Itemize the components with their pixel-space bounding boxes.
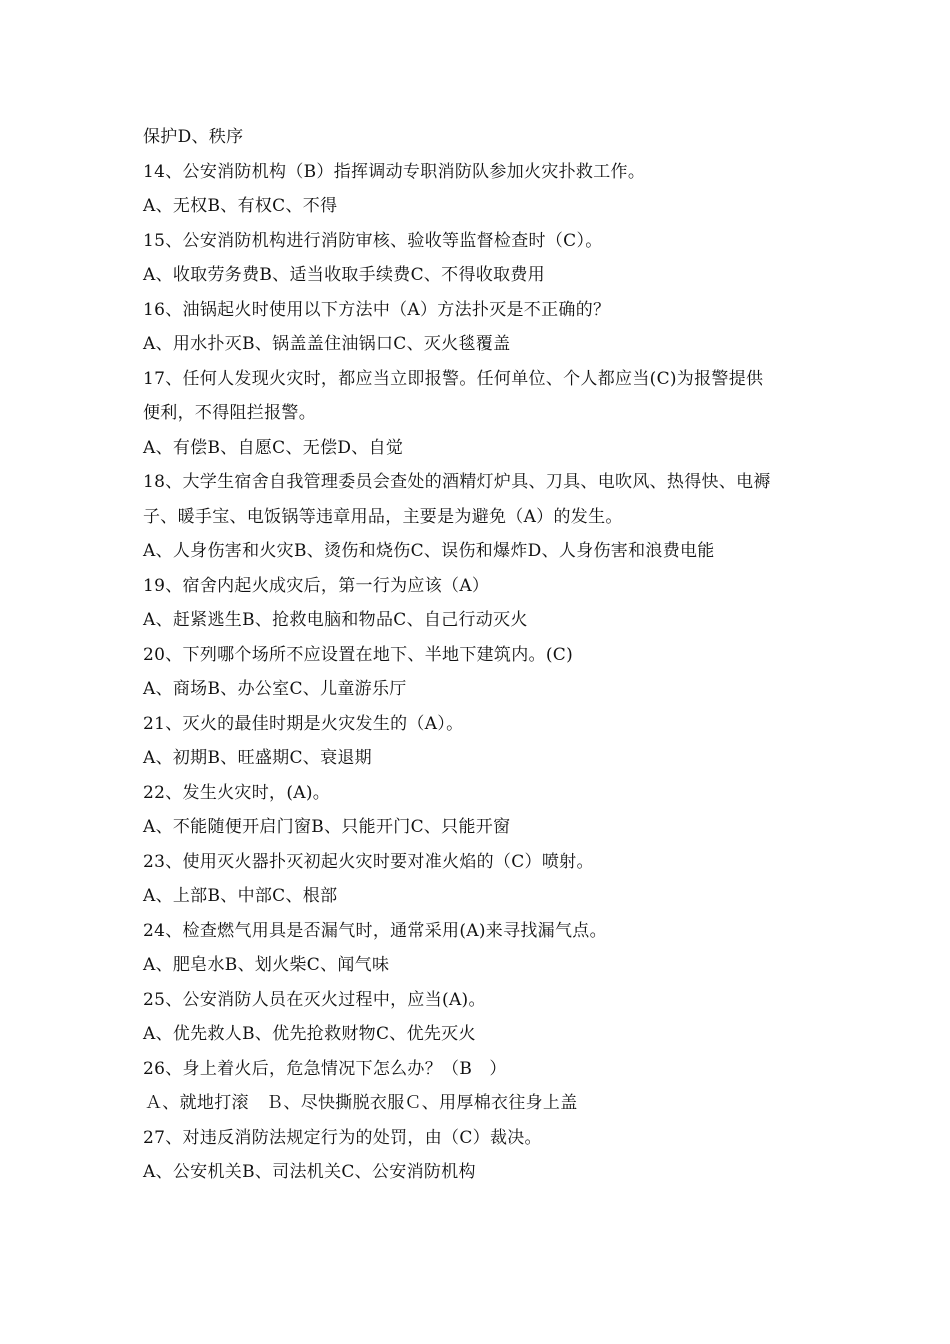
question-17-continued: 便利，不得阻拦报警。 [143, 403, 316, 423]
options-20: A、商场B、办公室C、儿童游乐厅 [143, 679, 407, 699]
question-17: 17、任何人发现火灾时，都应当立即报警。任何单位、个人都应当(C)为报警提供 [143, 368, 764, 389]
question-23: 23、使用灭火器扑灭初起火灾时要对准火焰的（C）喷射。 [143, 851, 594, 872]
options-22: A、不能随便开启门窗B、只能开门C、只能开窗 [143, 817, 511, 837]
options-21: A、初期B、旺盛期C、衰退期 [143, 748, 372, 768]
options-25: A、优先救人B、优先抢救财物C、优先灭火 [143, 1024, 476, 1044]
options-14: A、无权B、有权C、不得 [143, 196, 338, 216]
question-15: 15、公安消防机构进行消防审核、验收等监督检查时（C）。 [143, 230, 603, 251]
question-27: 27、对违反消防法规定行为的处罚，由（C）裁决。 [143, 1127, 542, 1148]
options-26: Ａ、就地打滚 Ｂ、尽快撕脱衣服Ｃ、用厚棉衣往身上盖 [145, 1093, 578, 1113]
options-23: A、上部B、中部C、根部 [143, 886, 338, 906]
options-17: A、有偿B、自愿C、无偿D、自觉 [143, 437, 404, 458]
question-18: 18、大学生宿舍自我管理委员会查处的酒精灯炉具、刀具、电吹风、热得快、电褥 [143, 472, 771, 492]
question-21: 21、灭火的最佳时期是火灾发生的（A）。 [143, 713, 464, 734]
document-body [143, 120, 823, 1190]
question-25: 25、公安消防人员在灭火过程中，应当(A)。 [143, 989, 486, 1010]
question-20: 20、下列哪个场所不应设置在地下、半地下建筑内。(C) [143, 644, 574, 665]
text-line: 保护D、秩序 [143, 127, 244, 147]
options-24: A、肥皂水B、划火柴C、闻气味 [143, 955, 390, 975]
options-19: A、赶紧逃生B、抢救电脑和物品C、自己行动灭火 [143, 610, 528, 630]
options-18: A、人身伤害和火灾B、烫伤和烧伤C、误伤和爆炸D、人身伤害和浪费电能 [143, 541, 715, 561]
options-15: A、收取劳务费B、适当收取手续费C、不得收取费用 [143, 265, 545, 285]
question-16: 16、油锅起火时使用以下方法中（A）方法扑灭是不正确的？ [143, 299, 611, 320]
question-24: 24、检查燃气用具是否漏气时，通常采用(A)来寻找漏气点。 [143, 920, 607, 941]
question-14: 14、公安消防机构（B）指挥调动专职消防队参加火灾扑救工作。 [143, 161, 646, 182]
question-26: 26、身上着火后，危急情况下怎么办？（B ） [143, 1058, 507, 1079]
question-18-continued: 子、暖手宝、电饭锅等违章用品，主要是为避免（A）的发生。 [143, 506, 623, 527]
options-16: A、用水扑灭B、锅盖盖住油锅口C、灭火毯覆盖 [143, 334, 511, 354]
question-19: 19、宿舍内起火成灾后，第一行为应该（A） [143, 575, 490, 596]
options-27: A、公安机关B、司法机关C、公安消防机构 [143, 1162, 476, 1182]
question-22: 22、发生火灾时，(A)。 [143, 782, 331, 803]
